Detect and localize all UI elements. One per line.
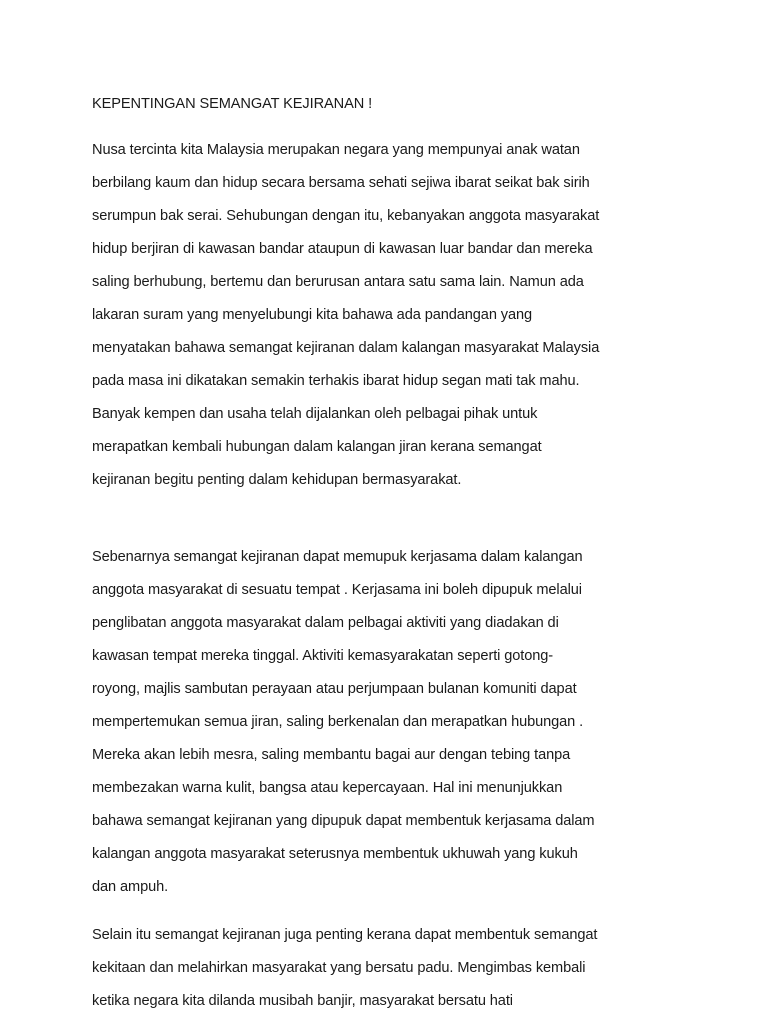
paragraph-2-line: mempertemukan semua jiran, saling berkenalan dan merapatkan hubungan .: [92, 714, 584, 730]
paragraph-1-line: merapatkan kembali hubungan dalam kalangan jiran kerana semangat: [92, 439, 542, 455]
paragraph-1-line: pada masa ini dikatakan semakin terhakis ibarat hidup segan mati tak mahu.: [92, 373, 580, 389]
paragraph-3-line: Selain itu semangat kejiranan juga penting kerana dapat membentuk semangat: [92, 927, 598, 943]
paragraph-3-line: kekitaan dan melahirkan masyarakat yang bersatu padu. Mengimbas kembali: [92, 960, 586, 976]
paragraph-2-line: kawasan tempat mereka tinggal. Aktiviti kemasyarakatan seperti gotong-: [92, 648, 554, 664]
paragraph-2-line: kalangan anggota masyarakat seterusnya membentuk ukhuwah yang kukuh: [92, 846, 578, 862]
paragraph-1-line: kejiranan begitu penting dalam kehidupan bermasyarakat.: [92, 472, 462, 488]
paragraph-1-line: saling berhubung, bertemu dan berurusan antara satu sama lain. Namun ada: [92, 274, 584, 290]
paragraph-1-line: hidup berjiran di kawasan bandar ataupun di kawasan luar bandar dan mereka: [92, 241, 593, 257]
paragraph-1-line: lakaran suram yang menyelubungi kita bahawa ada pandangan yang: [92, 307, 533, 323]
paragraph-2-line: Mereka akan lebih mesra, saling membantu bagai aur dengan tebing tanpa: [92, 747, 571, 763]
paragraph-2-line: dan ampuh.: [92, 879, 169, 895]
paragraph-2-line: penglibatan anggota masyarakat dalam pelbagai aktiviti yang diadakan di: [92, 615, 559, 631]
paragraph-1-line: menyatakan bahawa semangat kejiranan dalam kalangan masyarakat Malaysia: [92, 340, 600, 356]
paragraph-1-line: serumpun bak serai. Sehubungan dengan itu, kebanyakan anggota masyarakat: [92, 208, 600, 224]
paragraph-2-line: anggota masyarakat di sesuatu tempat . Kerjasama ini boleh dipupuk melalui: [92, 582, 582, 598]
paragraph-1-line: berbilang kaum dan hidup secara bersama sehati sejiwa ibarat seikat bak sirih: [92, 175, 590, 191]
paragraph-2-line: membezakan warna kulit, bangsa atau kepercayaan. Hal ini menunjukkan: [92, 780, 563, 796]
paragraph-1-line: Banyak kempen dan usaha telah dijalankan oleh pelbagai pihak untuk: [92, 406, 538, 422]
paragraph-1-line: Nusa tercinta kita Malaysia merupakan negara yang mempunyai anak watan: [92, 142, 580, 158]
paragraph-3-line: ketika negara kita dilanda musibah banjir, masyarakat bersatu hati: [92, 993, 513, 1009]
document-title: KEPENTINGAN SEMANGAT KEJIRANAN !: [92, 96, 373, 112]
paragraph-2-line: bahawa semangat kejiranan yang dipupuk dapat membentuk kerjasama dalam: [92, 813, 595, 829]
paragraph-2-line: Sebenarnya semangat kejiranan dapat memupuk kerjasama dalam kalangan: [92, 549, 583, 565]
paragraph-2-line: royong, majlis sambutan perayaan atau perjumpaan bulanan komuniti dapat: [92, 681, 577, 697]
